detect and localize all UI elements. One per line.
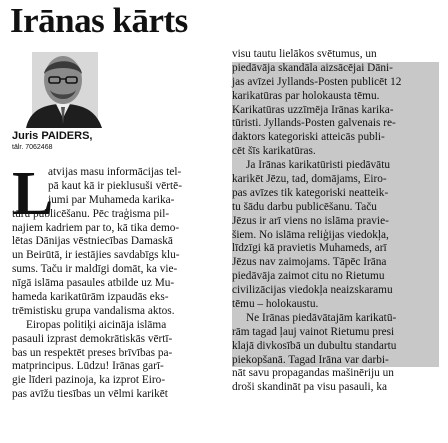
text-line: atvijas masu informācijas tel- — [48, 166, 182, 178]
text-line: droši skandināt pa visu pasauli, ka — [232, 381, 387, 394]
text-line: matprincipus. Lūdzu! Irānas garī- — [12, 360, 164, 373]
text-line: tu šādu darbu publicēšanu. Taču — [232, 201, 439, 215]
text-line: tūru publicēšanu. Pēc traģisma pil- — [12, 207, 170, 220]
text-line: un Beirūtā, ir iestājies savdabīgs klu- — [12, 249, 180, 262]
text-line: visu tautu lielākos svētumus, un — [232, 48, 377, 60]
text-line: sums. Taču ir maldīgi domāt, ka vie- — [12, 263, 178, 276]
text-line: Eiropas politiķi aicināja islāma — [26, 318, 167, 331]
text-line: daktors kategoriski atteicās publi- — [232, 131, 439, 145]
text-line: tūristi. Jyllands-Posten galvenais re- — [232, 117, 439, 131]
text-line: līdzīgi kā pravietis Muhameds, arī — [232, 242, 439, 256]
text-line: Ne Irānas piedāvātajām karikatū- — [232, 312, 439, 326]
text-line: gie līderi pazinoja, ka izprot Eiro- — [12, 374, 166, 387]
text-line: hameda karikatūrām izpaudās eks- — [12, 291, 169, 304]
text-line: karikatūras par holokausta tēmu. — [232, 90, 439, 104]
text-line: cēt šīs karikatūras. — [232, 145, 439, 159]
text-line: Karikatūras uzzīmēja Irānas karika- — [232, 104, 439, 118]
text-line: nāt savu propagandas mašinēriju un — [232, 367, 394, 380]
text-line: rām tagad ļauj vainot Rietumu presi — [232, 326, 439, 340]
text-line: nīgā islāma pasaules atbilde uz Mu- — [12, 277, 175, 290]
author-photo — [10, 52, 116, 128]
text-line: tēmu – holokaustu. — [232, 298, 439, 312]
right-column — [232, 48, 439, 395]
text-line: bas un respektēt preses brīvības pa- — [12, 346, 173, 359]
text-line: pas avīzes tik kategoriski neatteik- — [232, 187, 439, 201]
text-line: karikēt Jēzu, tad, domājams, Eiro- — [232, 173, 439, 187]
text-line: najiem kadriem par to, kā tika demo- — [12, 221, 180, 234]
author-phone: tālr. 7062468 — [12, 144, 53, 151]
left-column — [12, 160, 219, 402]
text-line: piekopšanā. Tagad Irāna var darbi- — [232, 354, 439, 368]
text-line: šiem. No islāma reliģijas viedokļa, — [232, 229, 439, 243]
text-line: jumi par Muhameda karika- — [48, 193, 175, 206]
text-line: pā kaut kā ir pieklusuši vērtē- — [48, 179, 182, 192]
text-line: trēmistisku grupa vandalisma aktos. — [12, 304, 175, 317]
drop-cap: L — [12, 160, 54, 228]
article-title: Irānas kārts — [10, 1, 188, 40]
text-line: jas avīzei Jyllands-Posten publicēt 12 — [232, 76, 439, 90]
text-line: pas avīžu tiesības un vēlmi karikēt — [12, 388, 168, 401]
text-line: piedāvāja skandāla aizsācējai Dāni- — [232, 62, 439, 76]
text-line: civilizācijas viedokļa neaizskaramu — [232, 284, 439, 298]
text-line: piedāvāja zaimot citu no Rietumu — [232, 270, 439, 284]
text-line: Ja Irānas karikatūristi piedāvātu — [232, 159, 439, 173]
author-portrait-icon — [10, 52, 116, 128]
text-line: lētas Dānijas vēstniecības Damaskā — [12, 235, 173, 248]
author-name: Juris PAIDERS, — [12, 130, 93, 142]
text-line: pasauli izprast demokrātiskās vērtī- — [12, 332, 173, 345]
text-line: Jēzus ir arī viens no islāma pravie- — [232, 215, 439, 229]
text-line: klajā divkosībā un dubultu standartu — [232, 340, 439, 354]
text-line: Jēzus nav zaimojams. Tāpēc Irāna — [232, 256, 439, 270]
